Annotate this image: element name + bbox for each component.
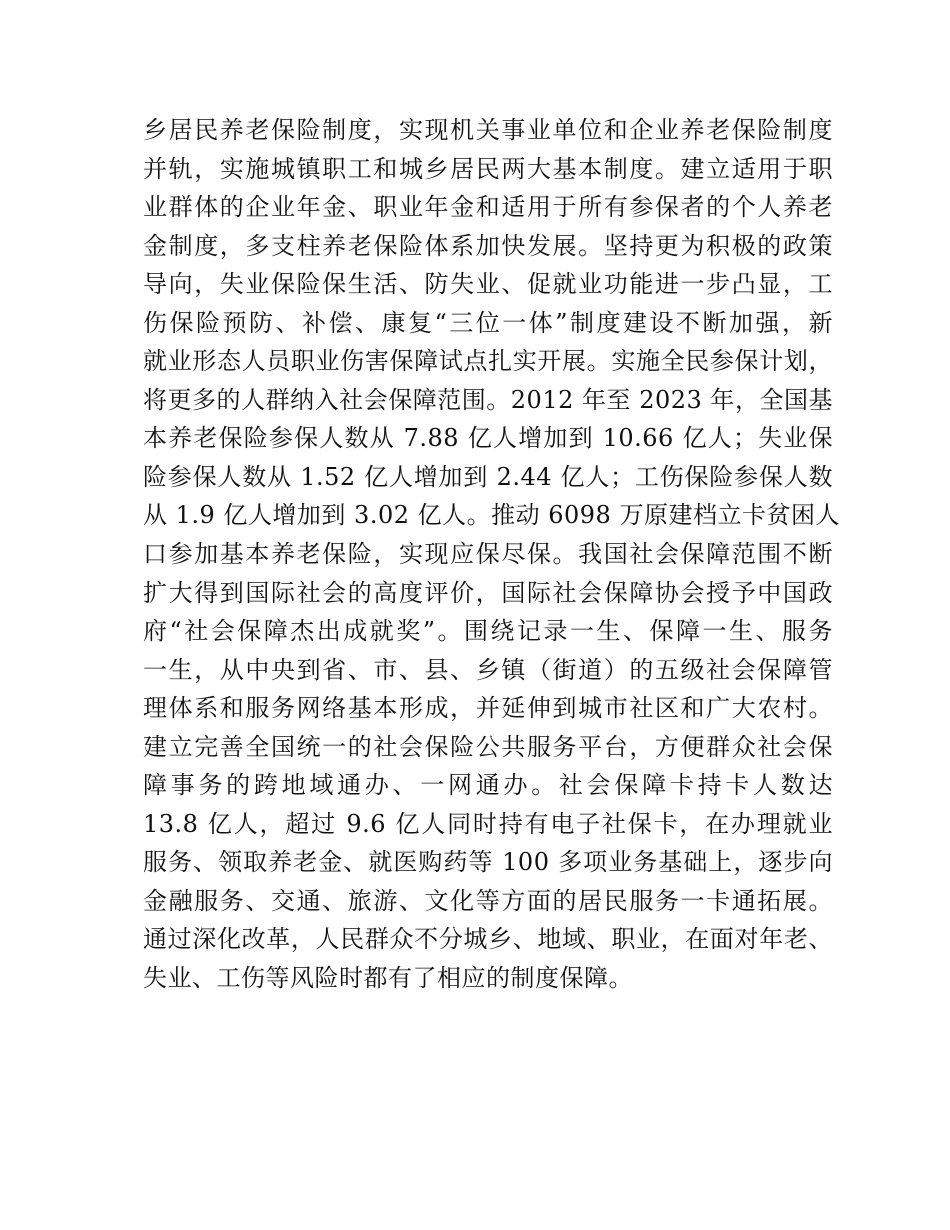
text-line: 险参保人数从 1.52 亿人增加到 2.44 亿人；工伤保险参保人数 [143, 462, 833, 491]
text-line: 伤保险预防、补偿、康复“三位一体”制度建设不断加强，新 [143, 308, 833, 337]
body-paragraph [143, 111, 840, 998]
text-line: 服务、领取养老金、就医购药等 100 多项业务基础上，逐步向 [143, 848, 833, 877]
text-line: 府“社会保障杰出成就奖”。围绕记录一生、保障一生、服务 [143, 617, 833, 646]
text-line: 本养老保险参保人数从 7.88 亿人增加到 10.66 亿人；失业保 [143, 424, 833, 453]
text-line: 通过深化改革，人民群众不分城乡、地域、职业，在面对年老、 [143, 925, 833, 954]
text-line: 从 1.9 亿人增加到 3.02 亿人。推动 6098 万原建档立卡贫困人 [143, 501, 840, 530]
text-line: 将更多的人群纳入社会保障范围。2012 年至 2023 年，全国基 [143, 385, 833, 414]
text-line: 障事务的跨地域通办、一网通办。社会保障卡持卡人数达 [143, 771, 833, 800]
text-line: 13.8 亿人，超过 9.6 亿人同时持有电子社保卡，在办理就业 [143, 809, 833, 838]
text-line: 金制度，多支柱养老保险体系加快发展。坚持更为积极的政策 [143, 231, 833, 260]
text-line: 导向，失业保险保生活、防失业、促就业功能进一步凸显，工 [143, 270, 833, 299]
text-line: 一生，从中央到省、市、县、乡镇（街道）的五级社会保障管 [143, 655, 833, 684]
text-line: 理体系和服务网络基本形成，并延伸到城市社区和广大农村。 [143, 694, 833, 723]
text-line: 并轨，实施城镇职工和城乡居民两大基本制度。建立适用于职 [143, 154, 833, 183]
text-line: 乡居民养老保险制度，实现机关事业单位和企业养老保险制度 [143, 116, 833, 144]
text-line: 扩大得到国际社会的高度评价，国际社会保障协会授予中国政 [143, 578, 833, 607]
text-line: 就业形态人员职业伤害保障试点扎实开展。实施全民参保计划， [143, 347, 833, 376]
text-line: 失业、工伤等风险时都有了相应的制度保障。 [143, 964, 633, 993]
text-line: 口参加基本养老保险，实现应保尽保。我国社会保障范围不断 [143, 540, 833, 569]
text-line: 建立完善全国统一的社会保险公共服务平台，方便群众社会保 [143, 732, 833, 761]
text-line: 金融服务、交通、旅游、文化等方面的居民服务一卡通拓展。 [143, 886, 833, 915]
text-line: 业群体的企业年金、职业年金和适用于所有参保者的个人养老 [143, 193, 833, 222]
